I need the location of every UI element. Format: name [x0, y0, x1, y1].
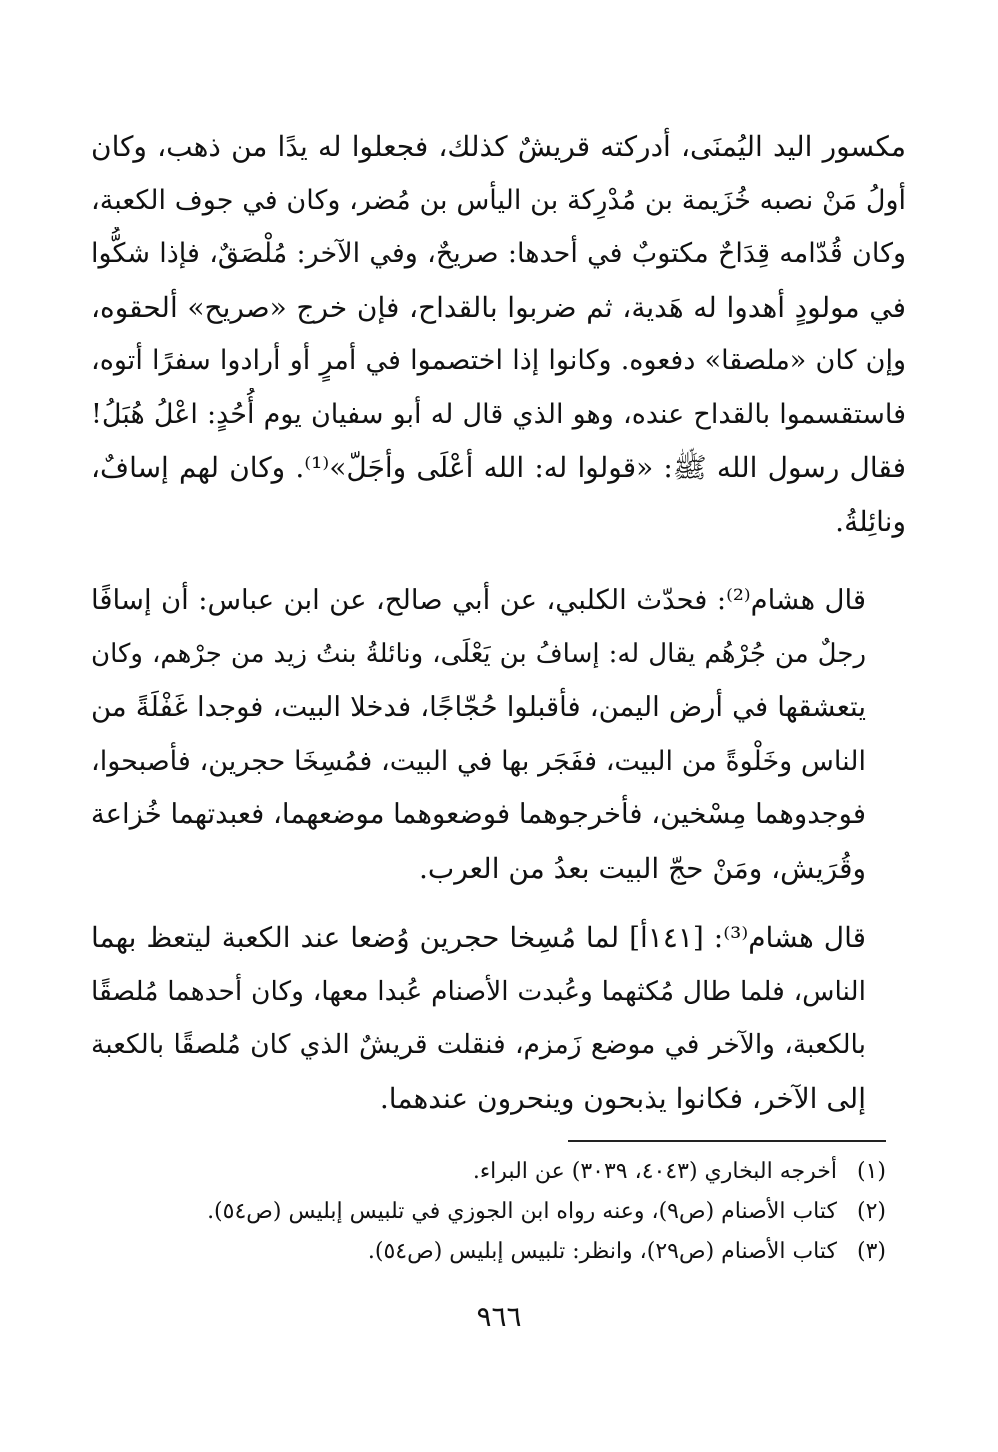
main-text [91, 120, 906, 1125]
paragraph-2 [91, 574, 906, 895]
text-line: بالكعبة، والآخر في موضع زَمزم، فنقلت قريشٌ الذي كان مُلصقًا بالكعبة [91, 1029, 866, 1060]
footnote-text: كتاب الأصنام (ص٢٩)، وانظر: تلبيس إبليس (ص٥٤). [367, 1239, 837, 1264]
footnote-number: (٢) [856, 1199, 886, 1224]
text-line: وكان قُدّامه قِدَاحٌ مكتوبٌ في أحدها: صريحٌ، وفي الآخر: مُلْصَقٌ، فإذا شكُّوا [91, 238, 906, 269]
text-line: الناس، فلما طال مُكثهما وعُبدت الأصنام عُبدا معها، وكان أحدهما مُلصقًا [91, 975, 866, 1007]
text-line: ونائِلةُ. [835, 504, 906, 538]
footnote-1 [106, 1152, 886, 1192]
text-line: في مولودٍ أهدوا له هَدية، ثم ضربوا بالقداح، فإن خرج «صريح» ألحقوه، [91, 290, 906, 324]
text-line: مكسور اليد اليُمنَى، أدركته قريشٌ كذلك، فجعلوا له يدًا من ذهب، وكان [91, 130, 906, 163]
footnote-2 [106, 1192, 886, 1232]
text-line: قال هشام⁽³⁾: [١٤١أ] لما مُسِخا حجرين وُضعا عند الكعبة ليتعظ بهما [91, 921, 866, 954]
footnote-text: أخرجه البخاري (٤٠٤٣، ٣٠٣٩) عن البراء. [472, 1159, 837, 1184]
text-line: فقال رسول الله ﷺ: «قولوا له: الله أعْلَى وأجَلّ»⁽¹⁾. وكان لهم إسافٌ، [91, 451, 906, 484]
footnote-3 [106, 1232, 886, 1272]
footnote-number: (٣) [856, 1239, 886, 1264]
text-line: فاستقسموا بالقداح عنده، وهو الذي قال له أبو سفيان يوم أُحُدٍ: اعْلُ هُبَلُ! [91, 398, 906, 430]
text-line: أولُ مَنْ نصبه خُزَيمة بن مُدْرِكة بن اليأس بن مُضر، وكان في جوف الكعبة، [91, 184, 906, 216]
footnote-text: كتاب الأصنام (ص٩)، وعنه رواه ابن الجوزي في تلبيس إبليس (ص٥٤). [207, 1199, 837, 1224]
page-number: ٩٦٦ [476, 1300, 522, 1333]
text-line: وقُرَيش، ومَنْ حجّ البيت بعدُ من العرب. [418, 851, 866, 885]
text-line: قال هشام⁽²⁾: فحدّث الكلبي، عن أبي صالح، عن ابن عباس: أن إسافًا [91, 584, 866, 616]
paragraph-1 [91, 120, 906, 548]
text-line: وإن كان «ملصقا» دفعوه. وكانوا إذا اختصموا في أمرٍ أو أرادوا سفرًا أتوه، [91, 345, 906, 376]
footnotes [106, 1152, 886, 1272]
text-line: رجلٌ من جُرْهُم يقال له: إسافُ بن يَعْلَى، ونائلةُ بنتُ زيد من جرْهم، وكان [91, 638, 866, 669]
text-line: الناس وخَلْوةً من البيت، ففَجَر بها في البيت، فمُسِخَا حجرين، فأصبحوا، [91, 745, 866, 777]
footnote-separator [568, 1140, 886, 1142]
paragraph-3 [91, 911, 906, 1125]
footnote-number: (١) [856, 1159, 886, 1184]
text-line: يتعشقها في أرض اليمن، فأقبلوا حُجّاجًا، فدخلا البيت، فوجدا غَفْلَةً من [91, 691, 866, 723]
text-line: فوجدوهما مِسْخين، فأخرجوهما فوضعوهما موضعهما، فعبدتهما خُزاعة [91, 798, 866, 830]
text-line: إلى الآخر، فكانوا يذبحون وينحرون عندهما. [379, 1081, 866, 1115]
